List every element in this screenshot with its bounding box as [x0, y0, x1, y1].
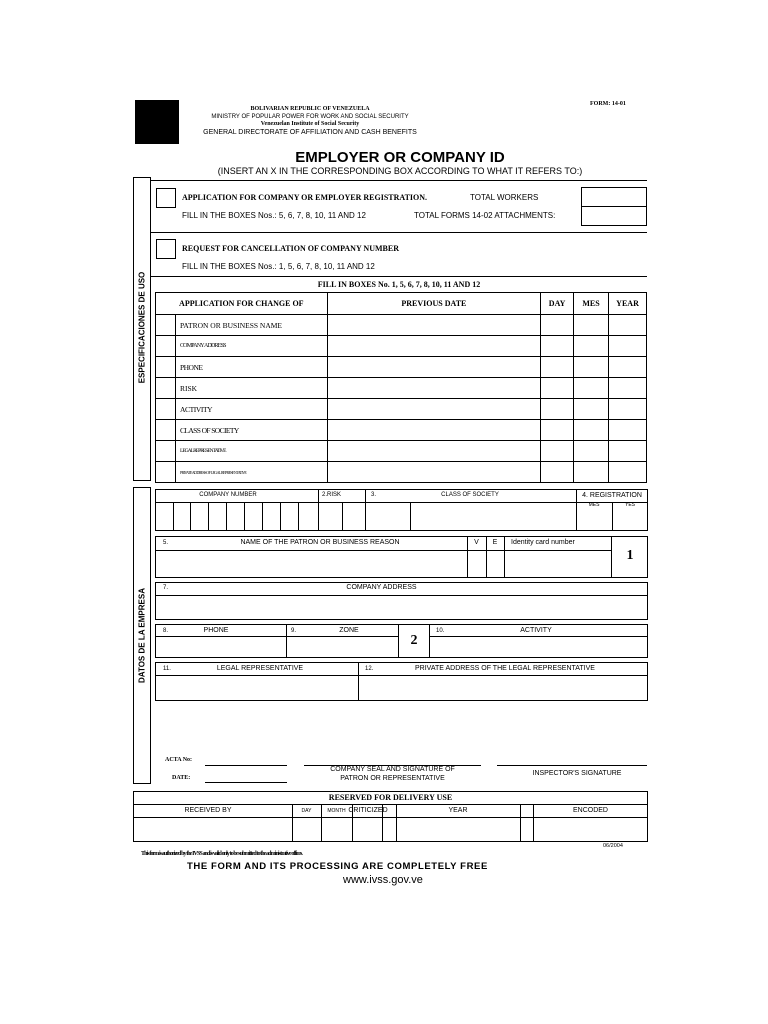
divider — [520, 804, 521, 842]
class-num: 3. — [371, 492, 377, 498]
change-row-label: COMPANY ADDRESS — [175, 336, 327, 357]
marker-1: 1 — [626, 548, 634, 563]
change-row-label: ACTIVITY — [175, 399, 327, 420]
company-number-cell-divider — [208, 502, 209, 531]
page-subtitle: (INSERT AN X IN THE CORRESPONDING BOX ACCORDING TO WHAT IT REFERS TO:) — [217, 166, 583, 176]
company-address-field[interactable] — [157, 597, 646, 618]
rule — [151, 276, 647, 277]
month-field[interactable] — [574, 315, 609, 336]
previous-date-field[interactable] — [327, 378, 540, 399]
company-address-label: COMPANY ADDRESS — [346, 584, 417, 591]
field-8-num: 8. — [163, 628, 169, 634]
change-row-label: PRIVATE ADDRESS OF LEGAL REPRESENTATIVE — [175, 462, 327, 483]
day-field[interactable] — [541, 399, 574, 420]
risk-label: 2.RISK — [322, 492, 342, 498]
field-7-num: 7. — [163, 585, 169, 591]
col-month-header: MES — [574, 293, 609, 315]
v-checkbox[interactable] — [468, 551, 485, 577]
change-row-label: PATRON OR BUSINESS NAME — [175, 315, 327, 336]
rule — [133, 804, 648, 805]
previous-date-field[interactable] — [327, 336, 540, 357]
total-forms-field[interactable] — [581, 206, 647, 226]
previous-date-field[interactable] — [327, 462, 540, 483]
reserved-title: RESERVED FOR DELIVERY USE — [328, 793, 453, 802]
change-checkbox[interactable] — [156, 315, 176, 336]
year-field[interactable] — [609, 336, 647, 357]
registration-label: APPLICATION FOR COMPANY OR EMPLOYER REGISTRATION. — [182, 193, 428, 202]
rule — [151, 180, 647, 181]
zone-field[interactable] — [287, 637, 397, 657]
day-field[interactable] — [541, 315, 574, 336]
company-number-cell-divider — [190, 502, 191, 531]
month-field[interactable] — [574, 336, 609, 357]
field-11-num: 11. — [163, 666, 171, 672]
year-label: YEAR — [448, 807, 468, 814]
legal-rep-field[interactable] — [156, 676, 357, 700]
usage-side-label: ESPECIFICACIONES DE USO — [137, 271, 147, 384]
company-number-cell-divider — [244, 502, 245, 531]
risk-field[interactable] — [319, 503, 365, 530]
year-field[interactable] — [609, 357, 647, 378]
col-application-header: APPLICATION FOR CHANGE OF — [156, 293, 328, 315]
date-line[interactable] — [205, 782, 287, 783]
total-workers-label: TOTAL WORKERS — [470, 193, 539, 202]
previous-date-field[interactable] — [327, 420, 540, 441]
acta-line[interactable] — [205, 765, 287, 766]
year-field[interactable] — [609, 315, 647, 336]
class-of-society-label: CLASS OF SOCIETY — [441, 492, 499, 498]
legal-rep-label: LEGAL REPRESENTATIVE — [216, 665, 304, 672]
day-field[interactable] — [541, 420, 574, 441]
change-table — [155, 292, 647, 483]
registration-fill-instructions: FILL IN THE BOXES Nos.: 5, 6, 7, 8, 10, 11 AND 12 — [182, 211, 366, 220]
rule — [155, 502, 319, 503]
change-checkbox[interactable] — [156, 378, 176, 399]
year-field[interactable] — [609, 420, 647, 441]
free-notice: THE FORM AND ITS PROCESSING ARE COMPLETELY FREE — [187, 861, 488, 872]
company-number-cell-divider — [173, 502, 174, 531]
received-by-field[interactable] — [134, 818, 291, 841]
field-5-num: 5. — [163, 540, 169, 546]
yes-label: YES — [624, 502, 635, 508]
fine-print: This form is authorized by the IVSS and is valid only to be submitted to the administrative offices. — [141, 851, 303, 857]
patron-name-field[interactable] — [156, 551, 466, 577]
change-checkbox[interactable] — [156, 357, 176, 378]
field-10-num: 10. — [436, 628, 445, 634]
month-field[interactable] — [574, 462, 609, 483]
inspector-signature-label: INSPECTOR'S SIGNATURE — [532, 770, 622, 777]
encoded-field[interactable] — [534, 818, 647, 841]
phone-label: PHONE — [203, 627, 229, 634]
change-checkbox[interactable] — [156, 336, 176, 357]
day-label: DAY — [301, 808, 312, 814]
encoded-label: ENCODED — [572, 807, 608, 814]
field-12-num: 12. — [365, 666, 374, 672]
revision-date: 06/2004 — [603, 843, 623, 849]
cancellation-label: REQUEST FOR CANCELLATION OF COMPANY NUMBER — [182, 244, 399, 253]
activity-field[interactable] — [430, 637, 647, 657]
received-by-label: RECEIVED BY — [184, 807, 232, 814]
logo — [135, 100, 179, 144]
month-field[interactable] — [574, 399, 609, 420]
day-field[interactable] — [541, 336, 574, 357]
private-address-label: PRIVATE ADDRESS OF THE LEGAL REPRESENTATIVE — [415, 665, 595, 672]
directorate-name: GENERAL DIRECTORATE OF AFFILIATION AND CASH BENEFITS — [203, 129, 417, 136]
identity-field[interactable] — [505, 551, 610, 577]
form-code: FORM: 14-01 — [590, 101, 626, 107]
company-number-cell-divider — [298, 502, 299, 531]
change-checkbox[interactable] — [156, 420, 176, 441]
change-fill-instructions: FILL IN BOXES No. 1, 5, 6, 7, 8, 10, 11 AND 12 — [317, 280, 481, 289]
change-row-label: RISK — [175, 378, 327, 399]
private-address-field[interactable] — [359, 676, 647, 700]
year-field[interactable] — [609, 399, 647, 420]
institute-name: Venezuelan Institute of Social Security — [260, 121, 360, 127]
acta-label: ACTA No: — [165, 757, 193, 763]
month-field[interactable] — [322, 818, 351, 841]
change-checkbox[interactable] — [156, 462, 176, 483]
registration-label: 4. REGISTRATION — [582, 492, 642, 499]
company-number-cell-divider — [280, 502, 281, 531]
month-field[interactable] — [574, 357, 609, 378]
activity-label: ACTIVITY — [520, 627, 552, 634]
day-field[interactable] — [541, 357, 574, 378]
e-label: E — [492, 539, 498, 546]
previous-date-field[interactable] — [327, 357, 540, 378]
col-day-header: DAY — [541, 293, 574, 315]
ministry-name: MINISTRY OF POPULAR POWER FOR WORK AND SOCIAL SECURITY — [211, 114, 409, 120]
rule — [155, 595, 648, 596]
company-number-cell-divider — [226, 502, 227, 531]
inspector-signature-line[interactable] — [497, 765, 647, 766]
cancellation-fill-instructions: FILL IN THE BOXES Nos.: 1, 5, 6, 7, 8, 10, 11 AND 12 — [182, 262, 375, 271]
e-checkbox[interactable] — [487, 551, 503, 577]
field-9-num: 9. — [291, 628, 297, 634]
year-field[interactable] — [609, 378, 647, 399]
website-link[interactable]: www.ivss.gov.ve — [343, 874, 423, 886]
year-field[interactable] — [397, 818, 519, 841]
day-field[interactable] — [541, 378, 574, 399]
rule — [151, 232, 647, 233]
class-of-society-field[interactable] — [411, 503, 576, 530]
change-row-label: CLASS OF SOCIETY — [175, 420, 327, 441]
country-name: BOLIVARIAN REPUBLIC OF VENEZUELA — [250, 106, 370, 112]
year-field[interactable] — [609, 441, 647, 462]
v-label: V — [474, 539, 479, 546]
zone-label: ZONE — [339, 627, 359, 634]
month-field[interactable] — [574, 420, 609, 441]
criticized-label: CRITICIZED — [348, 807, 388, 814]
day-field[interactable] — [293, 818, 320, 841]
month-field[interactable] — [574, 378, 609, 399]
previous-date-field[interactable] — [327, 441, 540, 462]
previous-date-field[interactable] — [327, 399, 540, 420]
marker-2: 2 — [410, 633, 418, 648]
company-seal-label-2: PATRON OR REPRESENTATIVE — [340, 775, 445, 782]
company-seal-label-1: COMPANY SEAL AND SIGNATURE OF — [330, 766, 455, 773]
total-forms-label: TOTAL FORMS 14-02 ATTACHMENTS: — [414, 211, 556, 220]
day-field[interactable] — [541, 462, 574, 483]
criticized-field[interactable] — [353, 818, 381, 841]
day-field[interactable] — [541, 441, 574, 462]
registration-checkbox[interactable] — [156, 188, 176, 208]
total-workers-field[interactable] — [581, 187, 647, 207]
phone-field[interactable] — [156, 637, 285, 657]
col-year-header: YEAR — [609, 293, 647, 315]
mes-label: MES — [588, 502, 600, 508]
year-field[interactable] — [609, 462, 647, 483]
cancellation-checkbox[interactable] — [156, 239, 176, 259]
col-previous-header: PREVIOUS DATE — [327, 293, 540, 315]
company-data-side-label: DATOS DE LA EMPRESA — [137, 588, 147, 683]
change-row-label: PHONE — [175, 357, 327, 378]
previous-date-field[interactable] — [327, 315, 540, 336]
change-checkbox[interactable] — [156, 399, 176, 420]
company-number-label: COMPANY NUMBER — [199, 492, 257, 498]
page-title: EMPLOYER OR COMPANY ID — [295, 149, 505, 166]
patron-name-label: NAME OF THE PATRON OR BUSINESS REASON — [240, 539, 400, 546]
month-label: MONTH — [327, 808, 346, 814]
date-label: DATE: — [172, 775, 191, 781]
change-checkbox[interactable] — [156, 441, 176, 462]
identity-label: Identity card number — [511, 539, 575, 546]
company-number-cell-divider — [262, 502, 263, 531]
month-field[interactable] — [574, 441, 609, 462]
change-row-label: LEGAL REPRESENTATIVE — [175, 441, 327, 462]
